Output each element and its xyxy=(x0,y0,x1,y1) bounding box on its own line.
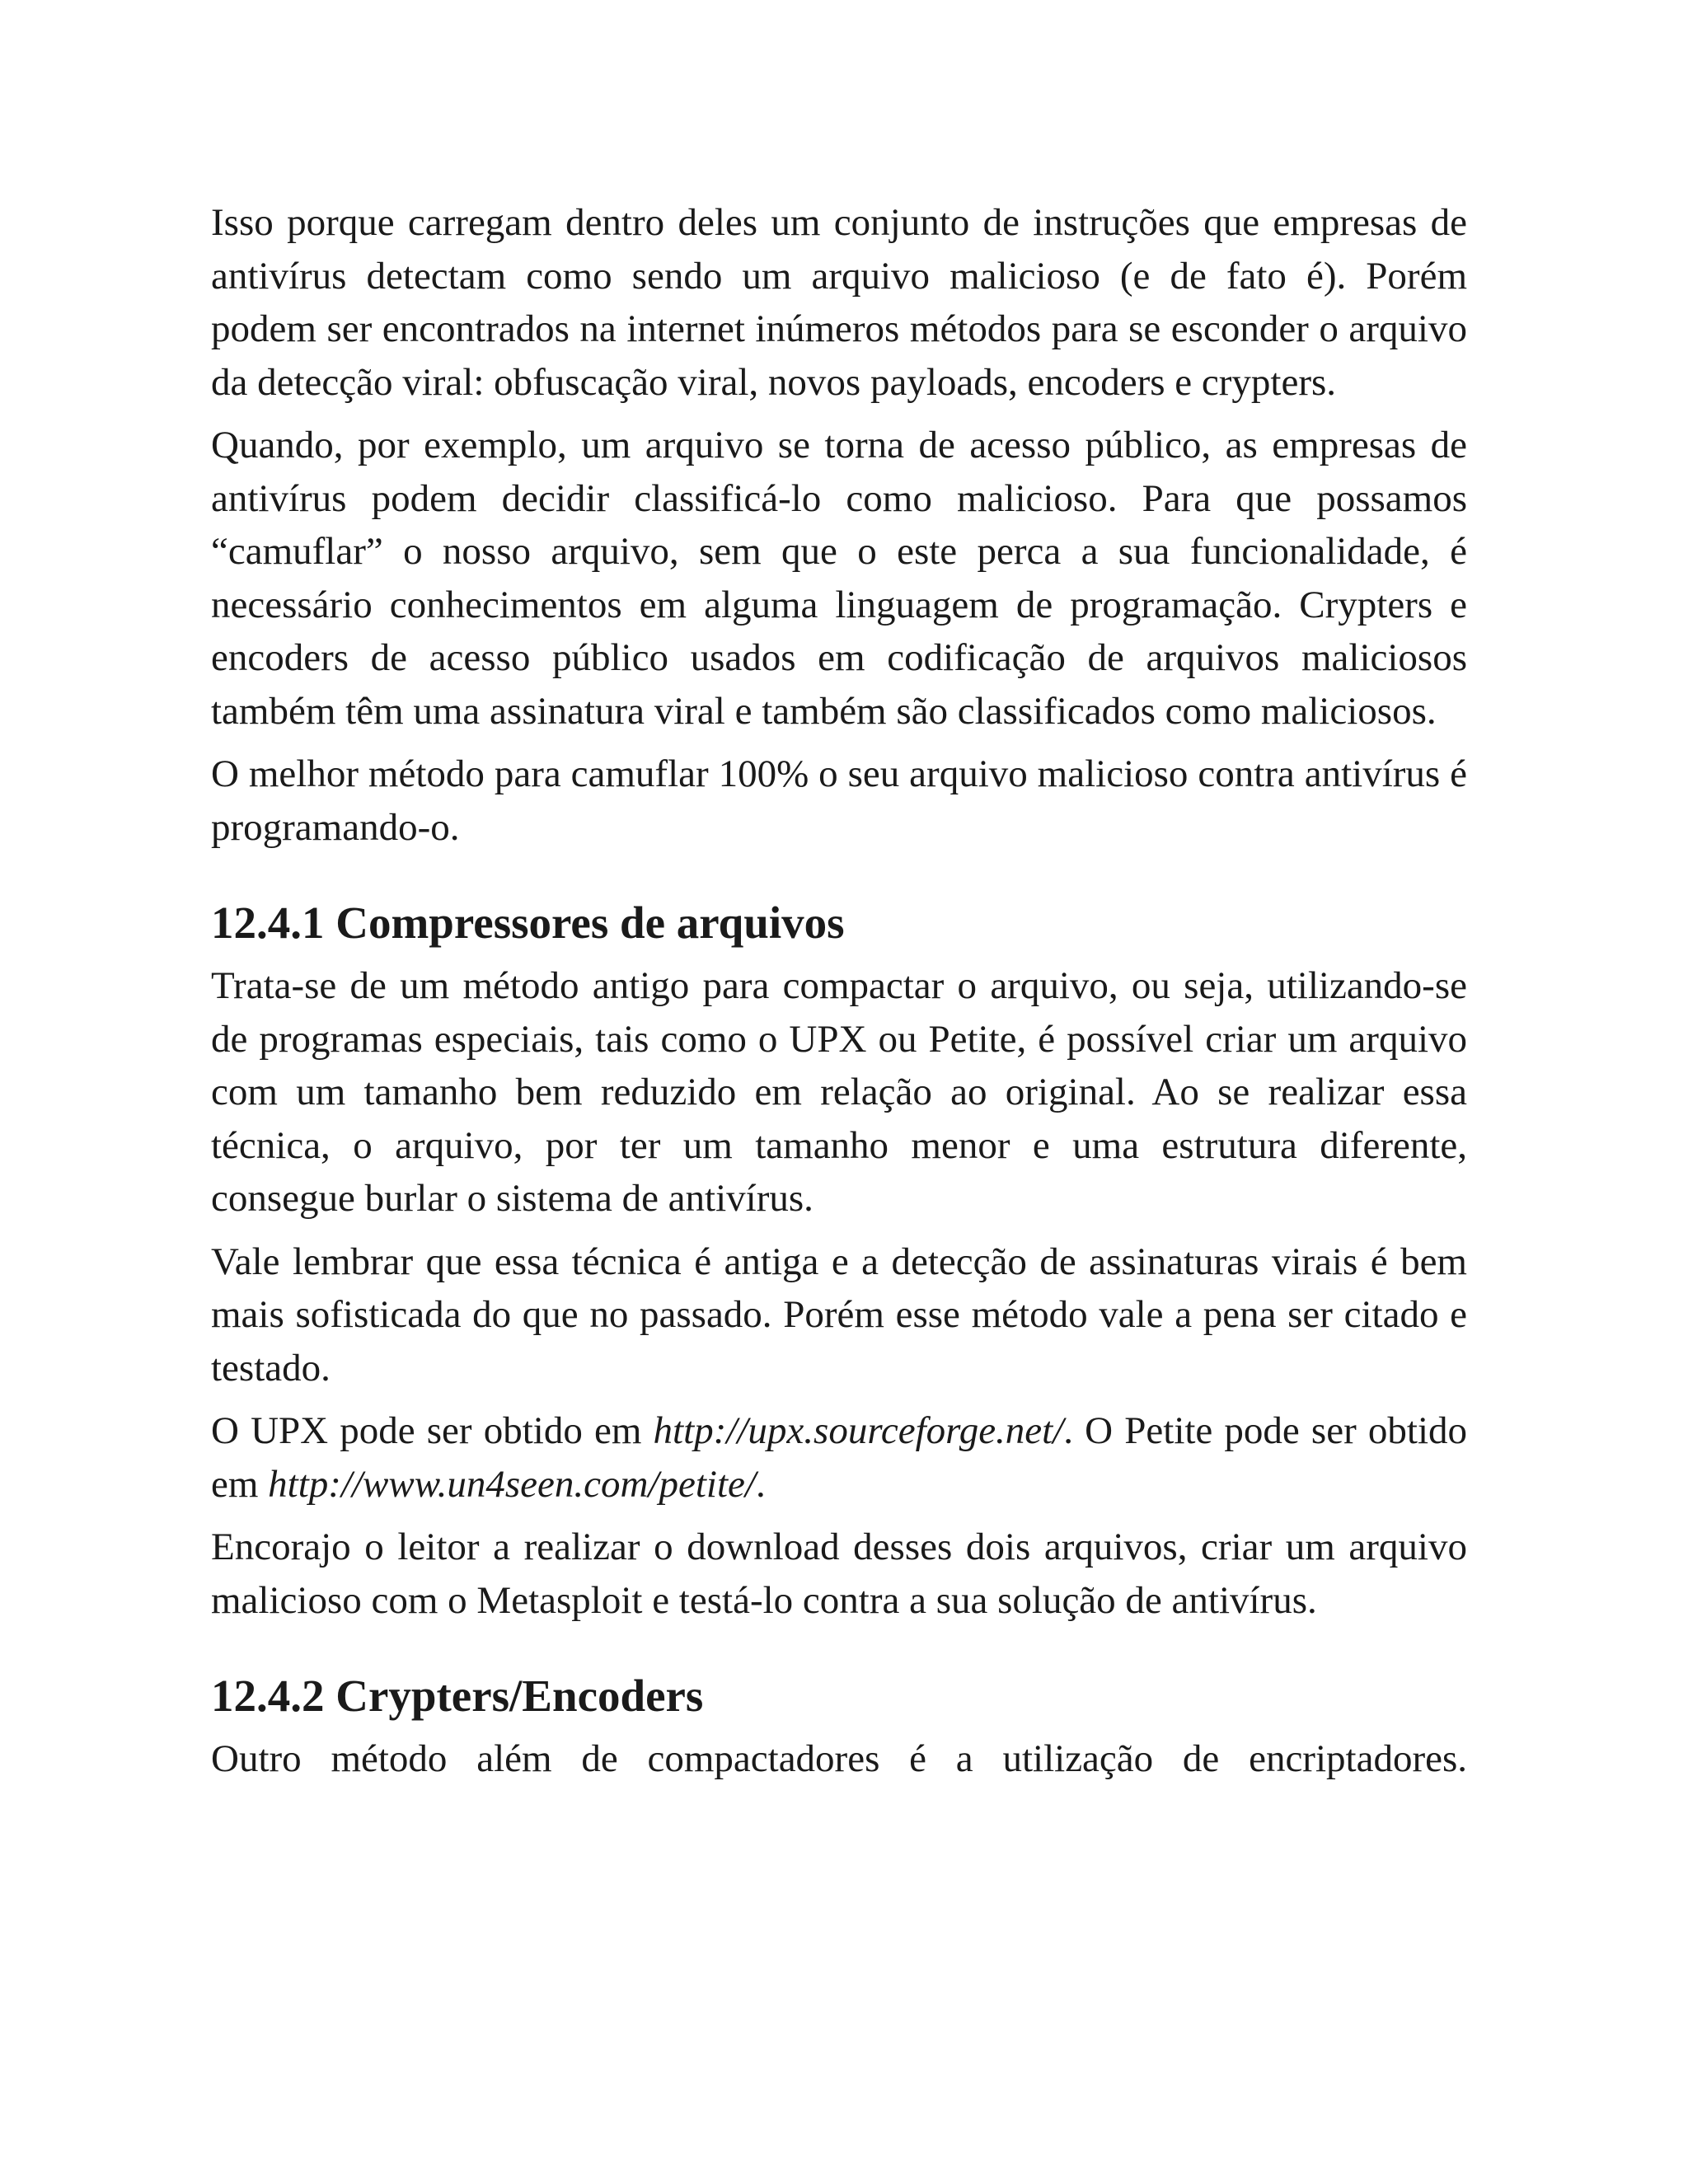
section-heading-crypters: 12.4.2 Crypters/Encoders xyxy=(211,1671,704,1721)
link-upx[interactable]: http://upx.sourceforge.net/ xyxy=(653,1409,1064,1452)
paragraph-intro-3: O melhor método para camuflar 100% o seu arquivo malicioso contra antivírus é programando-o. xyxy=(211,752,1467,849)
paragraph-compressores-2: Vale lembrar que essa técnica é antiga e a detecção de assinaturas virais é bem mais sofisticada do que no passado. Porém esse método vale a pena ser citado e testado. xyxy=(211,1240,1467,1390)
text-segment: . O Petite pode ser obtido em xyxy=(211,1409,1467,1506)
section-heading-compressores: 12.4.1 Compressores de arquivos xyxy=(211,898,845,948)
paragraph-compressores-1: Trata-se de um método antigo para compactar o arquivo, ou seja, utilizando-se de programas especiais, tais como o UPX ou Petite, é possível criar um arquivo com um tamanho bem reduzido em relação ao original. Ao se realizar essa técnica, o arquivo, por ter um tamanho menor e uma estrutura diferente, consegue burlar o sistema de antivírus. xyxy=(211,964,1467,1220)
paragraph-compressores-4: Encorajo o leitor a realizar o download desses dois arquivos, criar um arquivo malicioso com o Metasploit e testá-lo contra a sua solução de antivírus. xyxy=(211,1526,1467,1622)
text-segment: . xyxy=(755,1462,766,1506)
paragraph-compressores-3 xyxy=(211,1404,1467,1511)
paragraph-intro-2: Quando, por exemplo, um arquivo se torna de acesso público, as empresas de antivírus podem decidir classificá-lo como malicioso. Para que possamos “camuflar” o nosso arquivo, sem que o este perca a sua funcionalidade, é necessário conhecimentos em alguma linguagem de programação. Crypters e encoders de acesso público usados em codificação de arquivos maliciosos também têm uma assinatura viral e também são classificados como maliciosos. xyxy=(211,424,1467,733)
text-segment: O UPX pode ser obtido em xyxy=(211,1409,654,1452)
paragraph-intro-1: Isso porque carregam dentro deles um conjunto de instruções que empresas de antivírus detectam como sendo um arquivo malicioso (e de fato é). Porém podem ser encontrados na internet inúmeros métodos para se esconder o arquivo da detecção viral: obfuscação viral, novos payloads, encoders e crypters. xyxy=(211,201,1467,404)
document-page xyxy=(211,196,1467,1796)
paragraph-crypters-1: Outro método além de compactadores é a utilização de encriptadores. xyxy=(211,1737,1467,1780)
link-petite[interactable]: http://www.un4seen.com/petite/ xyxy=(268,1462,756,1506)
